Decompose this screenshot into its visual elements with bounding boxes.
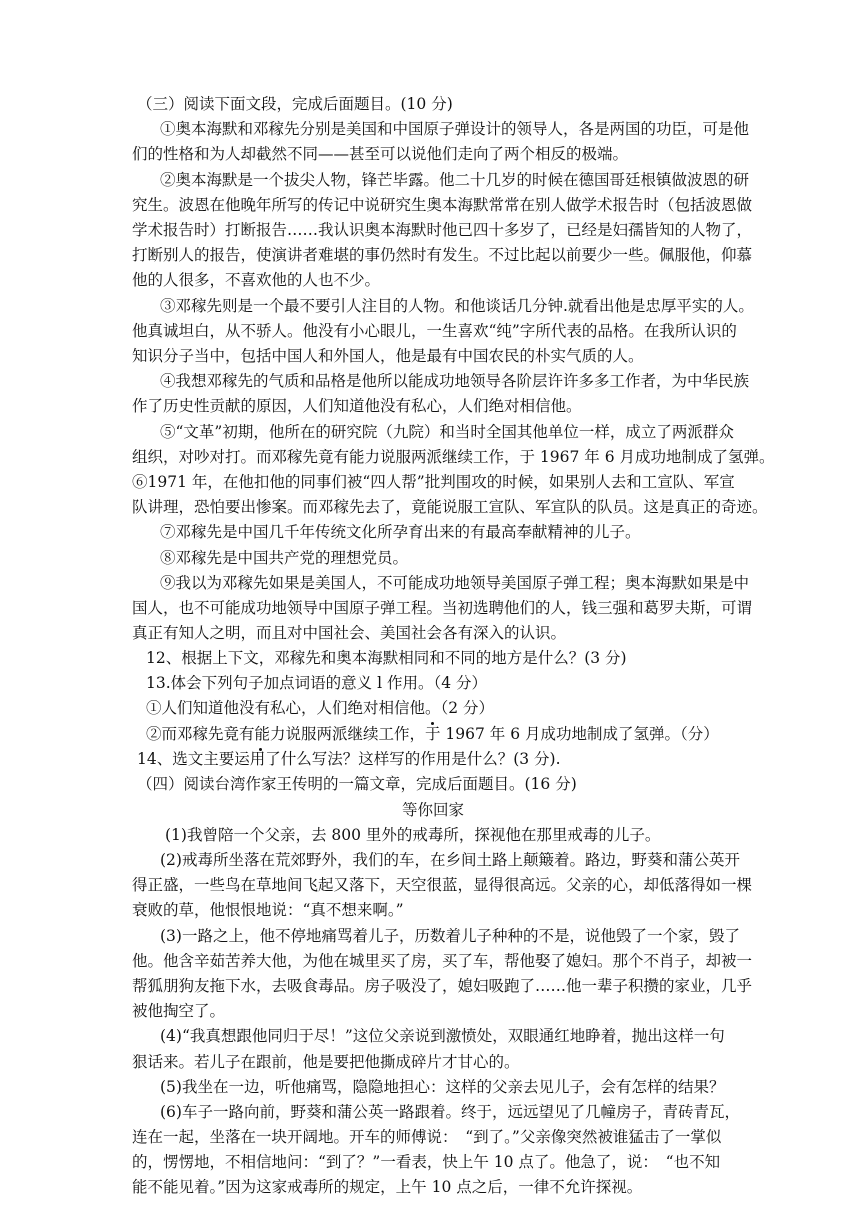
paragraph-line: ⑧邓稼先是中国共产党的理想党员。 <box>160 549 409 567</box>
paragraph-line: (3)一路之上，他不停地痛骂着儿子，历数着儿子种种的不是，说他毁了一个家，毁了 <box>160 927 740 945</box>
section-4-heading: （四）阅读台湾作家王传明的一篇文章，完成后面题目。(16 分) <box>137 775 577 793</box>
paragraph-line: 知识分子当中，包括中国人和外国人，他是最有中国农民的朴实气质的人。 <box>132 347 644 365</box>
paragraph-line: ⑦邓稼先是中国几千年传统文化所孕育出来的有最高奉献精神的儿子。 <box>160 523 641 541</box>
question-13: 13.体会下列句子加点词语的意义 l 作用。（4 分） <box>146 674 488 692</box>
paragraph-line: ④我想邓稼先的气质和品格是他所以能成功地领导各阶层许许多多工作者，为中华民族 <box>160 372 750 390</box>
paragraph-line: 的，愣愣地，不相信地问：“到了？”一看表，快上午 10 点了。他急了，说： “也不知 <box>132 1153 721 1171</box>
paragraph-line: 衰败的草，他恨恨地说：“真不想来啊。” <box>132 901 404 919</box>
paragraph-line: ②奥本海默是一个拔尖人物，锋芒毕露。他二十几岁的时候在德国哥廷根镇做波恩的研 <box>160 171 750 189</box>
paragraph-line: 被他掏空了。 <box>132 1002 226 1020</box>
paragraph-line: (6)车子一路向前，野葵和蒲公英一路跟着。终于，远远望见了几幢房子，青砖青瓦， <box>160 1103 740 1121</box>
paragraph-line: 学术报告时）打断报告……我认识奥本海默时他已四十多岁了，已经是妇孺皆知的人物了， <box>132 221 753 239</box>
paragraph-line: 狠话来。若儿子在跟前，他是要把他撕成碎片才甘心的。 <box>132 1053 520 1071</box>
question-14: 14、选文主要运用了什么写法？这样写的作用是什么？(3 分). <box>137 750 561 768</box>
paragraph-line: 他。他含辛茹苦养大他，为他在城里买了房，买了车，帮他娶了媳妇。那个不肖子，却被一 <box>132 952 753 970</box>
paragraph-line: 连在一起，坐落在一块开阔地。开车的师傅说： “到了。”父亲像突然被谁猛击了一掌似 <box>132 1128 722 1146</box>
paragraph-line: 真正有知人之明，而且对中国社会、美国社会各有深入的认识。 <box>132 624 567 642</box>
question-12: 12、根据上下文，邓稼先和奥本海默相同和不同的地方是什么？(3 分) <box>146 649 627 667</box>
question-13-item-1: ①人们知道他没有私心，人们绝对相信他。（2 分） <box>146 699 495 717</box>
paragraph-line: 他的人很多，不喜欢他的人也不少。 <box>132 271 381 289</box>
paragraph-line: 他真诚坦白，从不骄人。他没有小心眼儿，一生喜欢“纯”字所代表的品格。在我所认识的 <box>132 322 737 340</box>
paragraph-line: 打断别人的报告，使演讲者难堪的事仍然时有发生。不过比起以前要少一些。佩服他，仰慕 <box>132 246 753 264</box>
paragraph-line: (5)我坐在一边，听他痛骂，隐隐地担心：这样的父亲去见儿子，会有怎样的结果？ <box>160 1078 725 1096</box>
paragraph-line: 究生。波恩在他晚年所写的传记中说研究生奥本海默常常在别人做学术报告时（包括波恩做 <box>132 196 753 214</box>
article-title: 等你回家 <box>402 801 465 819</box>
paragraph-line: (2)戒毒所坐落在荒郊野外，我们的车，在乡间土路上颠簸着。路边，野葵和蒲公英开 <box>160 851 740 869</box>
paragraph-line: 组织，对吵对打。而邓稼先竟有能力说服两派继续工作，于 1967 年 6 月成功地制成了氢弹。 <box>132 448 775 466</box>
paragraph-line: 国人，也不可能成功地领导中国原子弹工程。当初选聘他们的人，钱三强和葛罗夫斯，可谓 <box>132 599 753 617</box>
paragraph-line: 们的性格和为人却截然不同——甚至可以说他们走向了两个相反的极端。 <box>132 145 629 163</box>
paragraph-line: ⑨我以为邓稼先如果是美国人，不可能成功地领导美国原子弹工程；奥本海默如果是中 <box>160 574 750 592</box>
paragraph-line: 队讲理，恐怕要出惨案。而邓稼先去了，竟能说服工宣队、军宣队的队员。这是真正的奇迹。 <box>132 498 768 516</box>
paragraph-line: ⑤“文革”初期，他所在的研究院（九院）和当时全国其他单位一样，成立了两派群众 <box>160 423 734 441</box>
paragraph-line: ③邓稼先则是一个最不要引人注目的人物。和他谈话几分钟.就看出他是忠厚平实的人。 <box>160 297 754 315</box>
question-13-item-2: ②而邓稼先竟有能力说服两派继续工作，于 1967 年 6 月成功地制成了氢弹。（分） <box>146 725 719 743</box>
paragraph-line: 帮狐朋狗友拖下水，去吸食毒品。房子吸没了，媳妇吸跑了……他一辈子积攒的家业，几乎 <box>132 977 753 995</box>
paragraph-line: 作了历史性贡献的原因，人们知道他没有私心，人们绝对相信他。 <box>132 397 582 415</box>
paragraph-line: (1)我曾陪一个父亲，去 800 里外的戒毒所，探视他在那里戒毒的儿子。 <box>165 826 661 844</box>
paragraph-line: 能不能见着。”因为这家戒毒所的规定，上午 10 点之后，一律不允许探视。 <box>132 1178 643 1196</box>
paragraph-line: 得正盛，一些鸟在草地间飞起又落下，天空很蓝，显得很高远。父亲的心，却低落得如一棵 <box>132 876 753 894</box>
paragraph-line: ⑥1971 年，在他扣他的同事们被“四人帮”批判围攻的时候，如果别人去和工宣队、军宣 <box>132 473 735 491</box>
section-3-heading: （三）阅读下面文段，完成后面题目。(10 分) <box>137 95 453 113</box>
paragraph-line: ①奥本海默和邓稼先分别是美国和中国原子弹设计的领导人，各是两国的功臣，可是他 <box>160 120 750 138</box>
paragraph-line: (4)“我真想跟他同归于尽！”这位父亲说到激愤处，双眼通红地睁着，抛出这样一句 <box>160 1027 725 1045</box>
